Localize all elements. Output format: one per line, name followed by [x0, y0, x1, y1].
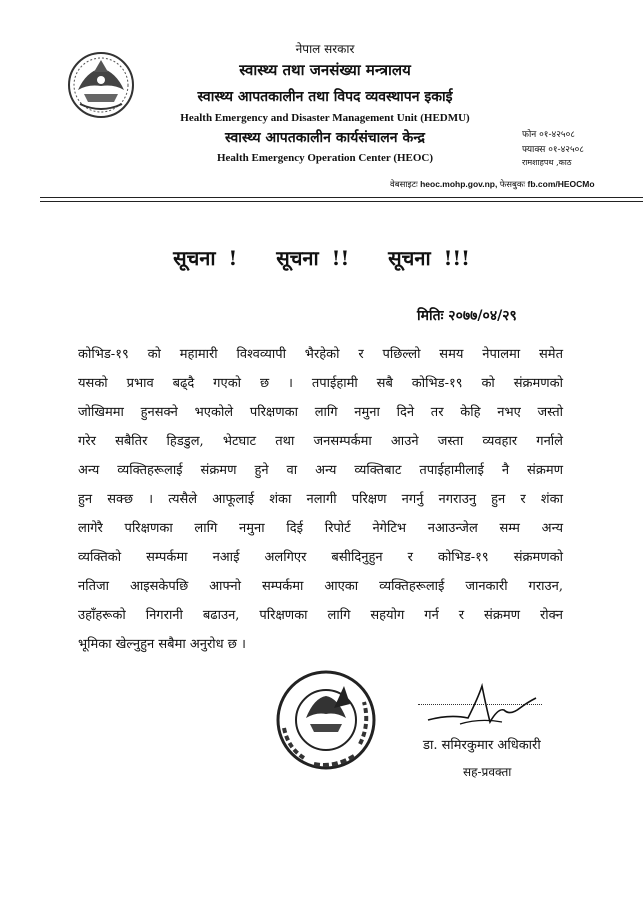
facebook-link[interactable]: fb.com/HEOCMo — [527, 179, 595, 189]
notice-body — [78, 345, 563, 665]
unit-name-english: Health Emergency and Disaster Management Unit (HEDMU) — [180, 112, 470, 124]
fax-number: फ्याक्स ०१-४२५०८ — [522, 145, 584, 155]
handwritten-signature-icon — [420, 678, 540, 733]
body-line: व्यक्तिको सम्पर्कमा नआई अलगिएर बसीदिनुहुन र कोभिड-१९ संक्रमणको — [78, 550, 563, 565]
center-name-english: Health Emergency Operation Center (HEOC) — [216, 152, 434, 164]
signature-line — [418, 704, 542, 705]
government-name: नेपाल सरकार — [295, 42, 355, 56]
website-link[interactable]: heoc.mohp.gov.np, — [420, 179, 498, 189]
official-stamp-icon — [274, 668, 378, 772]
signer-name: डा. समिरकुमार अधिकारी — [423, 738, 541, 753]
unit-name-nepali: स्वास्थ्य आपतकालीन तथा विपद व्यवस्थापन इकाई — [197, 89, 453, 105]
notice-date: मितिः २०७७/०४/२९ — [417, 308, 517, 324]
center-name-nepali: स्वास्थ्य आपतकालीन कार्यसंचालन केन्द्र — [225, 130, 425, 146]
header-divider-thick — [40, 197, 643, 198]
nepal-emblem-icon — [66, 50, 136, 120]
body-line: उहाँहरूको निगरानी बढाउन, परिक्षणका लागि सहयोग गर्न र संक्रमण रोक्न — [78, 608, 563, 623]
notice-heading: सूचना ! सूचना !! सूचना !!! — [173, 246, 470, 270]
body-line: हुन सक्छ । त्यसैले आफूलाई शंका नलागी परिक्षण नगर्नु नगराउनु हुन र शंका — [78, 492, 563, 507]
header-divider-thin — [40, 201, 643, 202]
body-line: भूमिका खेल्नुहुन सबैमा अनुरोध छ । — [78, 637, 246, 652]
address: रामशाहपथ ,काठ — [522, 158, 572, 167]
ministry-name: स्वास्थ्य तथा जनसंख्या मन्त्रालय — [239, 61, 411, 79]
phone-number: फोन ०१-४२५०८ — [522, 130, 575, 140]
signer-title: सह-प्रवक्ता — [463, 765, 512, 779]
facebook-label: फेसबुकः — [499, 179, 526, 189]
website-label: वेबसाइटः — [390, 179, 418, 189]
body-line: नतिजा आइसकेपछि आफ्नो सम्पर्कमा आएका व्यक्तिहरूलाई जानकारी गराउन, — [78, 579, 563, 594]
body-line: जोखिममा हुनसक्ने भएकोले परिक्षणका लागि नमुना दिने तर केहि नभए जस्तो — [78, 405, 563, 420]
body-line: कोभिड-१९ को महामारी विश्वव्यापी भैरहेको र पछिल्लो समय नेपालमा समेत — [78, 347, 563, 362]
body-line: यसको प्रभाव बढ्दै गएको छ । तपाईहामी सबै कोभिड-१९ को संक्रमणको — [78, 376, 563, 391]
web-contact-line — [390, 179, 642, 190]
body-line: लागेरै परिक्षणका लागि नमुना दिई रिपोर्ट नेगेटिभ नआउन्जेल सम्म अन्य — [78, 521, 563, 536]
body-line: अन्य व्यक्तिहरूलाई संक्रमण हुने वा अन्य व्यक्तिबाट तपाईहामीलाई नै संक्रमण — [78, 463, 563, 478]
body-line: गरेर सबैतिर हिडडुल, भेटघाट तथा जनसम्पर्कमा आउने जस्ता व्यवहार गर्नाले — [78, 434, 563, 449]
